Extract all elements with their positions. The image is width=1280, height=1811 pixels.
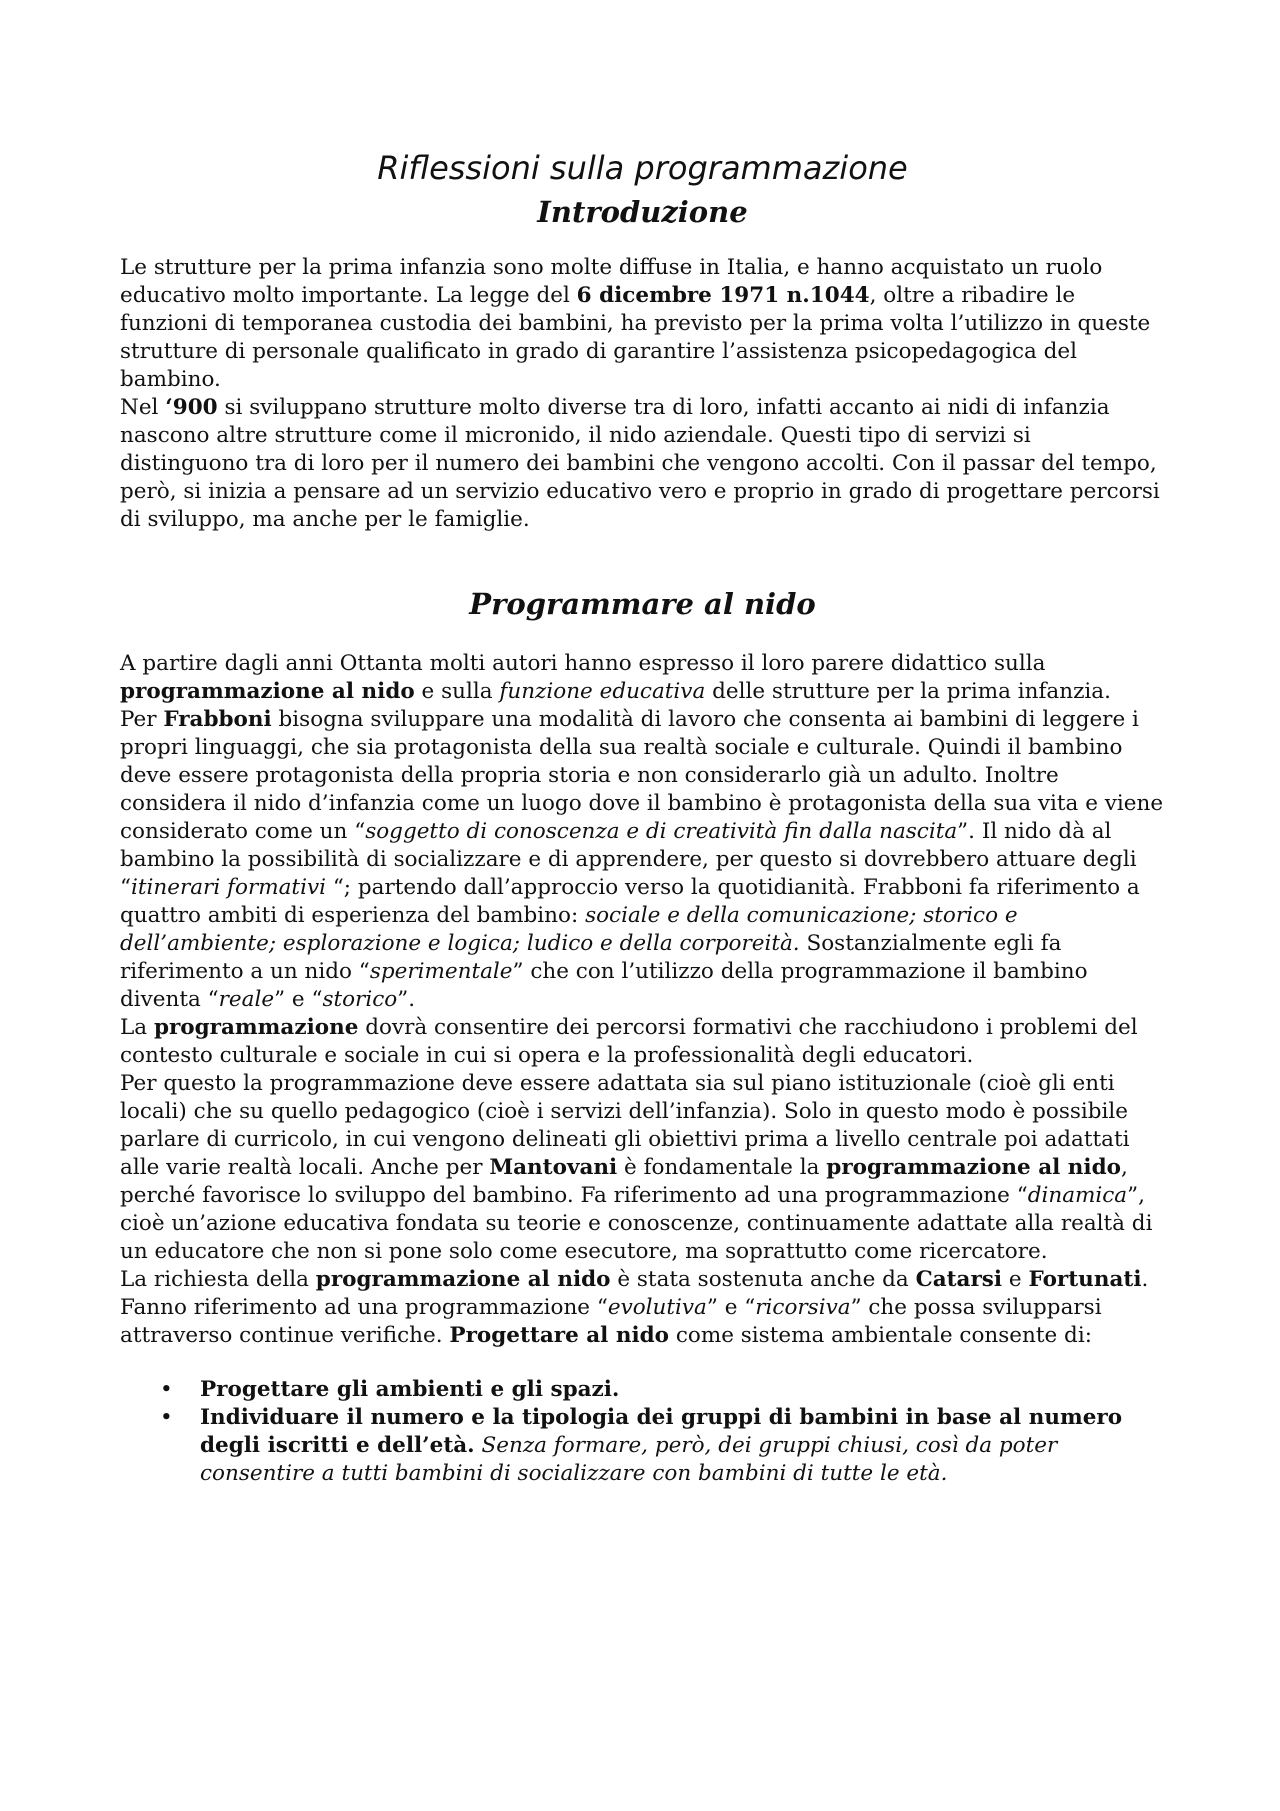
section-heading-programmare: Programmare al nido	[469, 587, 816, 621]
text-run: Le strutture per la prima infanzia sono molte diffuse in Italia, e hanno acquistato un ruolo educativo molto importante. La legge del	[120, 255, 1103, 308]
programmare-paragraph-1	[120, 650, 1165, 706]
text-run: Per	[120, 707, 164, 732]
bold-text: Frabboni	[163, 707, 272, 732]
text-run: ” e “	[274, 987, 323, 1012]
text-run: Nel	[120, 395, 166, 420]
italic-text: sociale e della comunicazione; storico e dell’ambiente; esplorazione e logica; ludico e della corporeità.	[120, 903, 1018, 956]
italic-text: funzione educativa	[499, 679, 706, 704]
text-run: e sulla	[414, 679, 500, 704]
document-title: Riflessioni sulla programmazione	[377, 149, 908, 187]
italic-text: ricorsiva	[755, 1295, 851, 1320]
bold-text: Progettare al nido	[449, 1323, 669, 1348]
list-item-text	[200, 1405, 1122, 1486]
italic-text: sperimentale	[369, 959, 513, 984]
bold-text: ‘900	[165, 395, 218, 420]
bold-text: programmazione	[153, 1015, 359, 1040]
bullet-list	[120, 1376, 1165, 1488]
italic-text: evolutiva	[607, 1295, 707, 1320]
text-run: , oltre a ribadire le funzioni di temporanea custodia dei bambini, ha previsto per la prima volta l’utilizzo in queste strutture di personale qualificato in grado di garantire l’assistenza psicopedagogica del bambino.	[120, 283, 1151, 392]
text-run: e	[1002, 1267, 1029, 1292]
text-run: ”. Il nido dà al bambino la possibilità di socializzare e di apprendere, per questo si dovrebbero attuare degli “	[120, 819, 1137, 900]
text-run: bisogna sviluppare una modalità di lavoro che consenta ai bambini di leggere i propri linguaggi, che sia protagonista della sua realtà sociale e culturale. Quindi il bambino deve essere protagonista della propria storia e non considerarlo già un adulto. Inoltre considera il nido d’infanzia come un luogo dove il bambino è protagonista della sua vita e viene considerato come un “	[120, 707, 1164, 844]
document-page	[120, 148, 1165, 1488]
list-item	[120, 1376, 1165, 1404]
text-run: A partire dagli anni Ottanta molti autori hanno espresso il loro parere didattico sulla	[120, 651, 1046, 676]
bold-text: Fortunati	[1028, 1267, 1142, 1292]
bold-text: Individuare il numero e la tipologia dei gruppi di bambini in base al numero degli iscritti e dell’età.	[200, 1405, 1123, 1458]
text-run: ” che con l’utilizzo della programmazione il bambino diventa “	[120, 959, 1088, 1012]
text-run: La richiesta della	[120, 1267, 316, 1292]
bullet-icon: •	[160, 1377, 173, 1402]
italic-text: Senza formare, però, dei gruppi chiusi, così da poter consentire a tutti bambini di socializzare con bambini di tutte le età.	[200, 1433, 1058, 1486]
text-run: La	[120, 1015, 154, 1040]
intro-paragraph-1	[120, 254, 1165, 394]
bullet-icon: •	[160, 1405, 173, 1430]
text-run: si sviluppano strutture molto diverse tra di loro, infatti accanto ai nidi di infanzia nascono altre strutture come il micronido, il nido aziendale. Questi tipo di servizi si distinguono tra di loro per il numero dei bambini che vengono accolti. Con il passar del tempo, però, si inizia a pensare ad un servizio educativo vero e proprio in grado di progettare percorsi di sviluppo, ma anche per le famiglie.	[120, 395, 1160, 532]
bold-text: programmazione al nido	[120, 679, 415, 704]
programmare-paragraph-2	[120, 706, 1165, 1014]
italic-text: reale	[218, 987, 275, 1012]
text-run: ”.	[397, 987, 416, 1012]
text-run: è stata sostenuta anche da	[610, 1267, 916, 1292]
text-run: ”, cioè un’azione educativa fondata su teorie e conoscenze, continuamente adattate alla realtà di un educatore che non si pone solo come esecutore, ma soprattutto come ricercatore.	[120, 1183, 1153, 1264]
section-heading-introduzione: Introduzione	[537, 195, 748, 229]
bold-text: 6 dicembre 1971 n.1044	[576, 283, 870, 308]
italic-text: soggetto di conoscenza e di creatività fin dalla nascita	[365, 819, 958, 844]
text-run: “; partendo dall’approccio verso la quotidianità. Frabboni fa riferimento a quattro ambiti di esperienza del bambino:	[120, 875, 1140, 928]
text-run: è fondamentale la	[617, 1155, 827, 1180]
text-run: . Fanno riferimento ad una programmazione “	[120, 1267, 1149, 1320]
list-item-text	[200, 1377, 619, 1402]
text-run: Sostanzialmente egli fa riferimento a un nido “	[120, 931, 1062, 984]
intro-paragraph-2	[120, 394, 1165, 534]
italic-text: itinerari formativi	[131, 875, 326, 900]
italic-text: dinamica	[1027, 1183, 1128, 1208]
text-run: , perché favorisce lo sviluppo del bambino. Fa riferimento ad una programmazione “	[120, 1155, 1128, 1208]
text-run: dovrà consentire dei percorsi formativi che racchiudono i problemi del contesto culturale e sociale in cui si opera e la professionalità degli educatori.	[120, 1015, 1138, 1068]
programmare-paragraph-5	[120, 1266, 1165, 1350]
bold-text: Mantovani	[489, 1155, 618, 1180]
bold-text: programmazione al nido	[826, 1155, 1121, 1180]
text-run	[475, 1433, 482, 1458]
text-run: come sistema ambientale consente di:	[669, 1323, 1092, 1348]
bold-text: Progettare gli ambienti e gli spazi.	[200, 1377, 620, 1402]
bold-text: programmazione al nido	[315, 1267, 611, 1292]
text-run: ” che possa svilupparsi attraverso continue verifiche.	[120, 1295, 1102, 1348]
text-run: delle strutture per la prima infanzia.	[705, 679, 1111, 704]
list-item	[120, 1404, 1165, 1488]
text-run: Per questo la programmazione deve essere adattata sia sul piano istituzionale (cioè gli enti locali) che su quello pedagogico (cioè i servizi dell’infanzia). Solo in questo modo è possibile parlare di curricolo, in cui vengono delineati gli obiettivi prima a livello centrale poi adattati alle varie realtà locali. Anche per	[120, 1071, 1130, 1180]
bold-text: Catarsi	[915, 1267, 1003, 1292]
programmare-paragraph-3	[120, 1014, 1165, 1070]
text-run: ” e “	[706, 1295, 756, 1320]
programmare-paragraph-4	[120, 1070, 1165, 1266]
italic-text: storico	[322, 987, 398, 1012]
